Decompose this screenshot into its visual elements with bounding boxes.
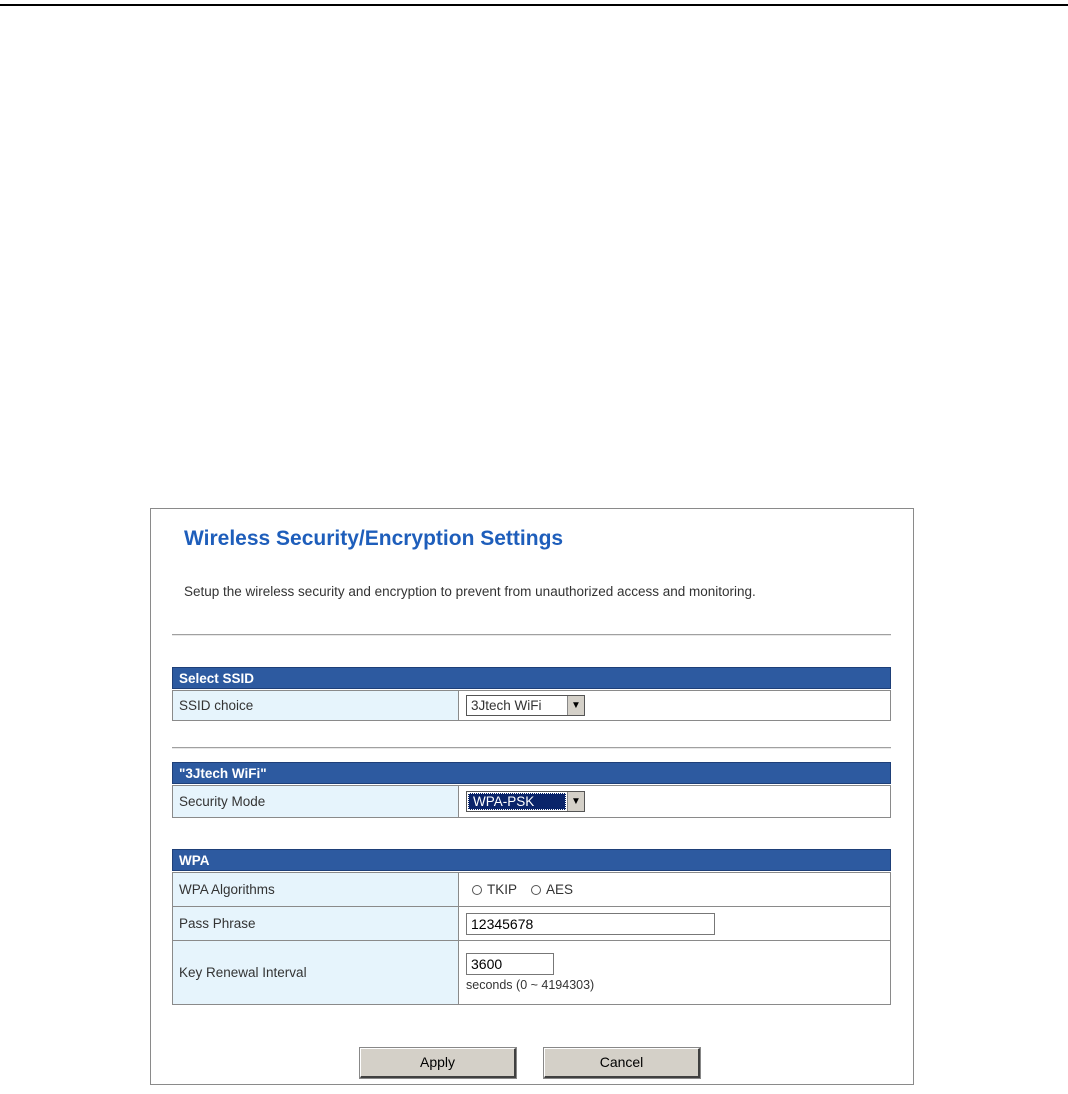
ssid-section-header: "3Jtech WiFi" bbox=[172, 762, 891, 784]
pass-phrase-cell bbox=[459, 907, 890, 940]
settings-panel bbox=[150, 508, 914, 1085]
security-mode-cell bbox=[459, 786, 890, 817]
ssid-choice-value: 3Jtech WiFi bbox=[471, 698, 542, 713]
radio-aes[interactable] bbox=[531, 882, 573, 897]
select-ssid-header: Select SSID bbox=[172, 667, 891, 689]
radio-unchecked-icon[interactable] bbox=[531, 885, 541, 895]
key-renewal-row bbox=[172, 941, 891, 1005]
pass-phrase-row bbox=[172, 907, 891, 941]
security-mode-label: Security Mode bbox=[173, 786, 459, 817]
key-renewal-input[interactable]: 3600 bbox=[466, 953, 554, 975]
radio-aes-label: AES bbox=[546, 882, 574, 897]
wpa-algorithms-row bbox=[172, 872, 891, 907]
page-description: Setup the wireless security and encryption to prevent from unauthorized access and monitoring. bbox=[184, 584, 756, 599]
apply-button[interactable]: Apply bbox=[360, 1048, 516, 1078]
ssid-choice-row bbox=[172, 690, 891, 721]
ssid-choice-cell bbox=[459, 691, 890, 720]
security-mode-row bbox=[172, 785, 891, 818]
radio-tkip-label: TKIP bbox=[487, 882, 518, 897]
wpa-header: WPA bbox=[172, 849, 891, 871]
key-renewal-hint: seconds (0 ~ 4194303) bbox=[466, 978, 595, 992]
divider bbox=[172, 634, 891, 636]
key-renewal-cell bbox=[459, 941, 890, 1004]
wpa-algorithms-cell bbox=[459, 873, 890, 906]
security-mode-value: WPA-PSK bbox=[468, 793, 566, 810]
pass-phrase-label: Pass Phrase bbox=[173, 907, 459, 940]
security-mode-select[interactable] bbox=[466, 791, 585, 812]
pass-phrase-input[interactable]: 12345678 bbox=[466, 913, 715, 935]
cancel-button[interactable]: Cancel bbox=[544, 1048, 700, 1078]
wpa-algorithms-label: WPA Algorithms bbox=[173, 873, 459, 906]
page-title: Wireless Security/Encryption Settings bbox=[184, 527, 564, 550]
radio-unchecked-icon[interactable] bbox=[472, 885, 482, 895]
chevron-down-icon[interactable]: ▼ bbox=[567, 696, 584, 715]
ssid-choice-label: SSID choice bbox=[173, 691, 459, 720]
top-divider bbox=[0, 4, 1068, 6]
chevron-down-icon[interactable]: ▼ bbox=[567, 792, 584, 811]
divider bbox=[172, 747, 891, 749]
radio-tkip[interactable] bbox=[472, 882, 517, 897]
key-renewal-label: Key Renewal Interval bbox=[173, 941, 459, 1004]
ssid-choice-select[interactable] bbox=[466, 695, 585, 716]
